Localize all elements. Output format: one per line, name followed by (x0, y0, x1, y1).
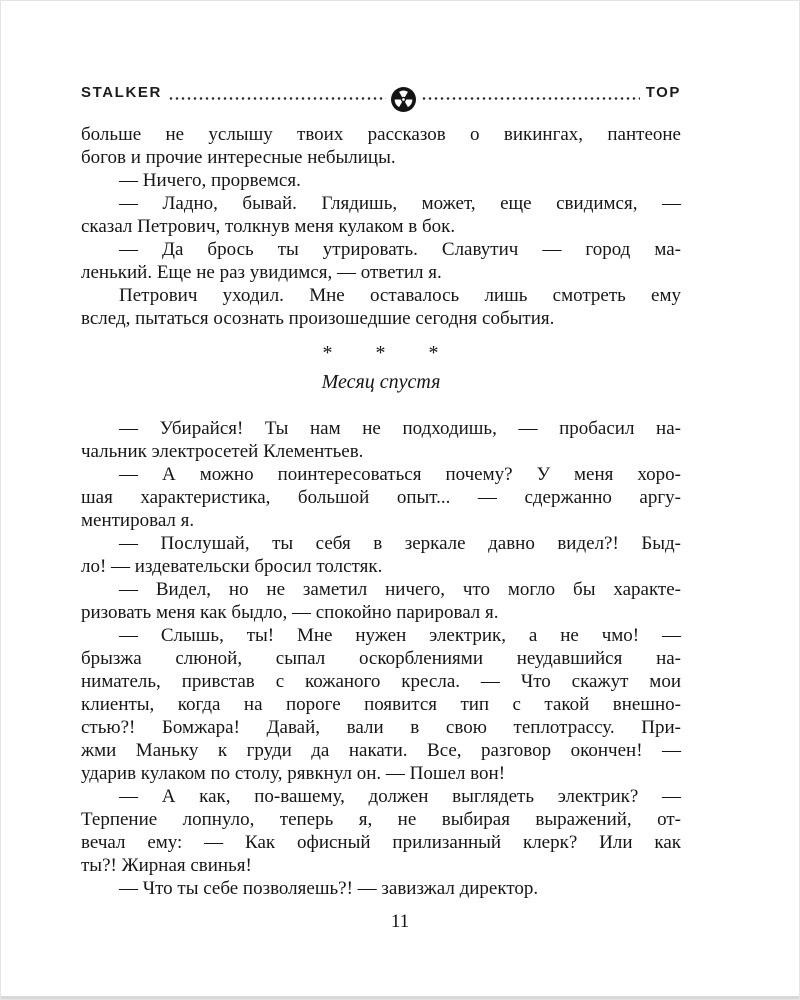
header-dotted-rule-right (421, 97, 639, 100)
paragraph (81, 624, 681, 785)
text-line: ниматель, привстав с кожаного кресла. — Что скажут мои (81, 671, 681, 692)
page-bottom-edge (1, 996, 799, 999)
text-line: — Ладно, бывай. Глядишь, может, еще свидимся, — (119, 193, 681, 214)
text-line: — А можно поинтересоваться почему? У меня хоро- (119, 464, 681, 485)
text-line: — Слышь, ты! Мне нужен электрик, а не чмо! — (119, 625, 681, 646)
header-book-title: ТОР (645, 84, 681, 101)
paragraph (81, 417, 681, 463)
running-header (81, 79, 681, 103)
text-line: — Убирайся! Ты нам не подходишь, — пробасил на- (119, 418, 681, 439)
text-line: * * * (322, 342, 440, 364)
text-line: ударив кулаком по столу, рявкнул он. — Пошел вон! (81, 763, 506, 784)
header-dotted-rule-left (168, 97, 386, 100)
text-line: шая характеристика, большой опыт... — сдержанно аргу- (81, 487, 681, 508)
paragraph (81, 169, 681, 192)
text-line: — Ничего, прорвемся. (119, 170, 301, 191)
text-line: вслед, пытаться осознать произошедшие сегодня события. (81, 308, 555, 329)
paragraph (81, 463, 681, 532)
section-separator (81, 342, 681, 365)
text-line: ментировал я. (81, 510, 195, 531)
paragraph (81, 123, 681, 169)
text-line: сказал Петрович, толкнув меня кулаком в бок. (81, 216, 456, 237)
paragraph (81, 284, 681, 330)
text-line: брызжа слюной, сыпал оскорблениями неудавшийся на- (81, 648, 681, 669)
text-line: — Послушай, ты себя в зеркале давно видел?! Быд- (119, 533, 681, 554)
paragraph (81, 578, 681, 624)
text-line: — Что ты себе позволяешь?! — завизжал директор. (119, 878, 539, 899)
header-series-title: STALKER (81, 84, 162, 101)
text-line: ты?! Жирная свинья! (81, 855, 252, 876)
text-line: клиенты, когда на пороге появится тип с такой внешно- (81, 694, 681, 715)
section-heading (81, 369, 681, 395)
paragraph (81, 532, 681, 578)
text-line: — Видел, но не заметил ничего, что могло бы характе- (119, 579, 681, 600)
text-line: жми Маньку к груди да накати. Все, разговор окончен! — (81, 740, 681, 761)
text-line: чальник электросетей Клементьев. (81, 441, 364, 462)
radiation-icon (391, 87, 416, 112)
text-line: — А как, по-вашему, должен выглядеть электрик? — (119, 786, 681, 807)
text-line: Терпение лопнуло, теперь я, не выбирая выражений, от- (81, 809, 681, 830)
paragraph (81, 785, 681, 877)
text-line: Петрович уходил. Мне оставалось лишь смотреть ему (119, 285, 681, 306)
page-number: 11 (390, 911, 410, 932)
text-line: богов и прочие интересные небылицы. (81, 147, 396, 168)
text-line: — Да брось ты утрировать. Славутич — город ма- (119, 239, 681, 260)
text-line: Месяц спустя (321, 371, 441, 393)
text-line: стью?! Бомжара! Давай, вали в свою теплотрассу. При- (81, 717, 681, 738)
text-line: ленький. Еще не раз увидимся, — ответил я. (81, 262, 442, 283)
paragraph (81, 877, 681, 900)
text-line: ло! — издевательски бросил толстяк. (81, 556, 383, 577)
paragraph (81, 192, 681, 238)
text-line: больше не услышу твоих рассказов о викингах, пантеоне (81, 124, 681, 145)
text-line: ризовать меня как быдло, — спокойно парировал я. (81, 602, 499, 623)
paragraph (81, 238, 681, 284)
text-line: вечал ему: — Как офисный прилизанный клерк? Или как (81, 832, 681, 853)
page-body (81, 123, 681, 900)
page-footer (1, 911, 799, 933)
